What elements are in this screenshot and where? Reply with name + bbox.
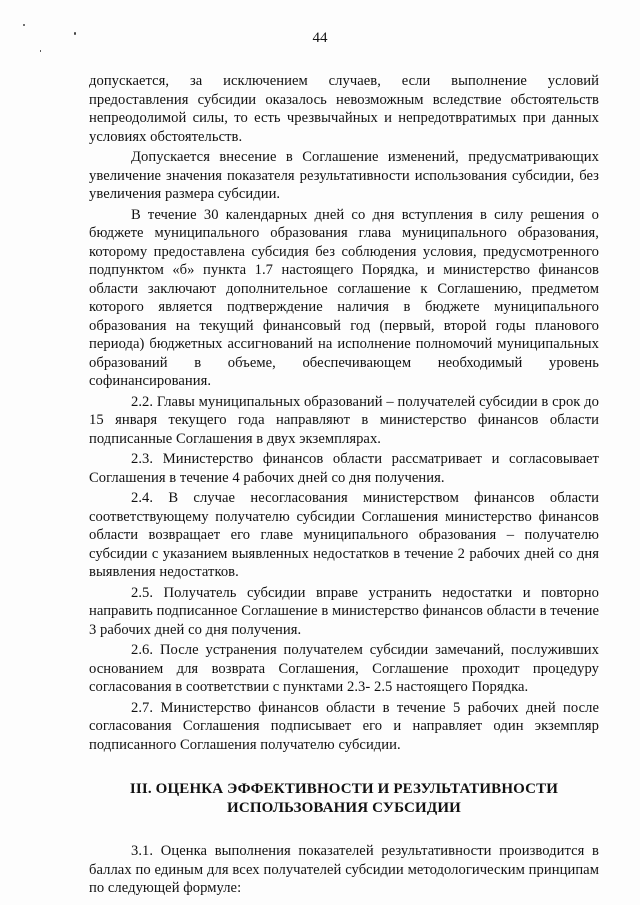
document-body — [89, 72, 599, 900]
paragraph-continuation: допускается, за исключением случаев, если выполнение условий предоставления субсидии оказалось невозможным вследствие обстоятельств непреодолимой силы, то есть чрезвычайных и непредотвратимых при данных условиях обстоятельств. — [89, 73, 599, 145]
scan-speck — [40, 50, 41, 52]
paragraph-amendments: Допускается внесение в Соглашение изменений, предусматривающих увеличение значения показателя результативности использования субсидии, без увеличения размера субсидии. — [89, 149, 599, 202]
section-heading-line-1: III. ОЦЕНКА ЭФФЕКТИВНОСТИ И РЕЗУЛЬТАТИВНОСТИ — [129, 781, 559, 797]
section-heading-line-2: ИСПОЛЬЗОВАНИЯ СУБСИДИИ — [227, 800, 461, 816]
paragraph-2-7: 2.7. Министерство финансов области в течение 5 рабочих дней после согласования Соглашения подписывает его и направляет один экземпляр подписанного Соглашения получателю субсидии. — [89, 699, 599, 753]
paragraph-2-5: 2.5. Получатель субсидии вправе устранить недостатки и повторно направить подписанное Соглашение в министерство финансов области в течение 3 рабочих дней со дня получения. — [89, 584, 599, 638]
paragraph-2-3: 2.3. Министерство финансов области рассматривает и согласовывает Соглашения в течение 4 рабочих дней со дня получения. — [89, 451, 599, 486]
paragraph-2-6: 2.6. После устранения получателем субсидии замечаний, послуживших основанием для возврата Соглашения, Соглашение проходит процедуру согласования в соответствии с пунктами 2.3- 2.5 настоящего Порядка. — [89, 642, 599, 695]
page-number: 44 — [312, 30, 328, 46]
section-spacer — [89, 818, 599, 842]
paragraph-2-2: 2.2. Главы муниципальных образований – получателей субсидии в срок до 15 января текущего года направляют в министерство финансов области подписанные Соглашения в двух экземплярах. — [89, 393, 599, 447]
paragraph-2-4: 2.4. В случае несогласования министерством финансов области соответствующему получателю субсидии Соглашения министерство финансов области возвращает его главе муниципального образования – получателю субсидии с указанием выявленных недостатков в течение 2 рабочих дней со дня выявления недостатков. — [89, 490, 599, 580]
scan-speck — [23, 24, 25, 26]
section-heading — [89, 780, 599, 818]
paragraph-3-1: 3.1. Оценка выполнения показателей результативности производится в баллах по единым для всех получателей субсидии методологическим принципам по следующей формуле: — [89, 843, 599, 896]
paragraph-30-days: В течение 30 календарных дней со дня вступления в силу решения о бюджете муниципального образования глава муниципального образования, которому предоставлена субсидия без соблюдения условия, предусмотренного подпунктом «б» пункта 1.7 настоящего Порядка, и министерство финансов области заключают дополнительное соглашение к Соглашению, предметом которого является подтверждение наличия в бюджете муниципального образования на текущий финансовый год (первый, второй годы планового периода) бюджетных ассигнований на исполнение полномочий муниципальных образований в объеме, обеспечивающем необходимый уровень софинансирования. — [89, 206, 599, 389]
